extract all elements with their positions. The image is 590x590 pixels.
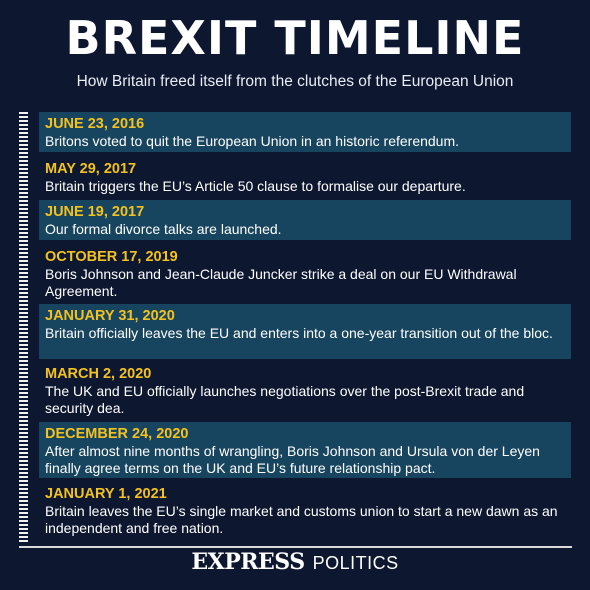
page-subtitle: How Britain freed itself from the clutches of the European Union (76, 73, 514, 90)
entry-text: After almost nine months of wrangling, Boris Johnson and Ursula von der Leyen finally agree terms on the UK and EU’s future relationship pact. (45, 443, 540, 476)
timeline-entry (39, 304, 571, 359)
entry-date: DECEMBER 24, 2020 (45, 426, 189, 442)
entry-text: Britain leaves the EU’s single market and customs union to start a new dawn as an independent and free nation. (45, 503, 558, 536)
timeline-entry (39, 245, 571, 301)
timeline-entry (39, 422, 571, 478)
entry-text: Our formal divorce talks are launched. (45, 221, 282, 237)
entry-text: Britain triggers the EU’s Article 50 clause to formalise our departure. (45, 178, 466, 194)
timeline-entry (39, 482, 571, 538)
entry-date: JANUARY 31, 2020 (45, 308, 175, 324)
entry-date: OCTOBER 17, 2019 (45, 249, 178, 265)
footer-divider (19, 546, 572, 548)
entry-date: MAY 29, 2017 (45, 161, 137, 177)
page-title: BREXIT TIMELINE (65, 11, 525, 65)
timeline-entry (39, 157, 571, 197)
timeline-entry (39, 112, 571, 152)
timeline-entry (39, 200, 571, 240)
brand-section: POLITICS (312, 553, 399, 573)
timeline-stripe (19, 112, 28, 542)
entry-date: JANUARY 1, 2021 (45, 486, 167, 502)
entry-text: Britons voted to quit the European Union in an historic referendum. (45, 133, 460, 149)
entry-text: The UK and EU officially launches negotiations over the post-Brexit trade and security dea. (45, 383, 525, 416)
entry-date: MARCH 2, 2020 (45, 366, 152, 382)
footer-logo (0, 549, 590, 575)
entry-date: JUNE 19, 2017 (45, 204, 145, 220)
entry-date: JUNE 23, 2016 (45, 116, 145, 132)
entry-text: Britain officially leaves the EU and enters into a one-year transition out of the bloc. (45, 325, 553, 341)
entry-text: Boris Johnson and Jean-Claude Juncker strike a deal on our EU Withdrawal Agreement. (45, 266, 517, 299)
timeline-entry (39, 362, 571, 417)
brand-name: EXPRESS (191, 549, 305, 575)
